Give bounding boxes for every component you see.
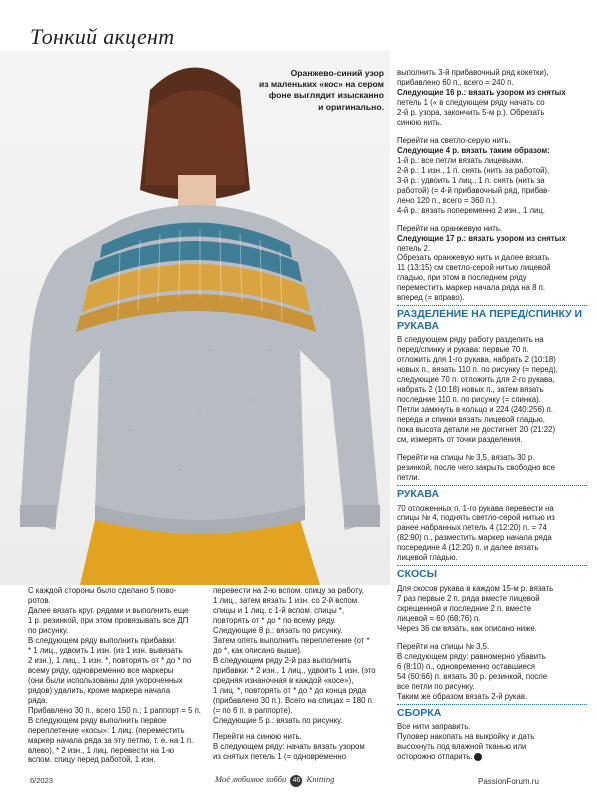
text-line: последние 110 п. по рисунку (= спинка). [397,395,541,405]
section-heading: СБОРКА [397,704,587,720]
text-line: лено 120 п., всего = 360 п.). [397,195,498,205]
text-line: Для скосов рукава в каждом 15-м р. вязать [397,583,554,593]
text-line: спицы № 4, поднять светло-серой нитью из [397,513,555,523]
sweater-illustration [0,50,390,585]
text-line: В следующем ряду 2-й раз выполнить [213,655,352,665]
text-line: до *, как описано выше). [213,645,302,655]
text-line: 7 раз первые 2 п. ряда вместе лицевой [397,593,540,603]
text-line: В следующем ряду: начать вязать узором [213,741,365,751]
text-line: всему ряду, одновременно все маркеры [28,665,174,675]
text-line [397,752,587,762]
text-line: набрать 2 (10:18) новых п., затем вязать [397,385,544,395]
section-heading: РУКАВА [397,485,587,501]
text-line: все петли по рисунку. [397,681,475,691]
text-line: Таким же образом вязать 2-й рукав. [397,691,528,701]
text-line: прибавлено 60 п., всего = 240 п. [397,77,514,87]
text-line: В следующем ряду выполнить первое [28,715,167,725]
text-line: прибавки: * 2 изн., 1 лиц., удвоить 1 изн. (это [213,665,376,675]
text-line: лицевой гладью. [397,553,458,563]
section-heading: СКОСЫ [397,565,587,581]
bottom-text-column-2 [213,586,388,761]
page-number: 46 [290,775,302,787]
text-line: 1 лиц., затем вязать 1 изн. со 2-й вспом. [213,595,360,605]
text-line: Перейти на спицы № 3,5, вязать 30 р. [397,453,535,463]
text-line: В следующем ряду работу разделить на [397,335,544,345]
brand-name: Knitting [306,774,335,784]
caption-line: из маленьких «кос» на сером [258,79,384,90]
text-line: выполнить 3-й прибавочный ряд кокетки), [397,68,549,77]
text-line: по рисунку. [28,625,69,635]
watermark: PassionForum.ru [478,777,539,786]
text-line: Через 36 см вязать, как описано ниже. [397,623,537,633]
text-line: повторять от * до * по всему ряду. [213,615,336,625]
caption-line: Оранжево-синий узор [290,68,384,78]
section-heading: РАЗДЕЛЕНИЕ НА ПЕРЕД/СПИНКУ И РУКАВА [397,305,587,332]
text-line: петель 2. [397,243,431,253]
sweater-photo [0,50,390,585]
text-line: (прибавлено 30 п.). Всего на спицах = 180 п. [213,695,374,705]
text-line: 3-й р.: удвоить 1 лиц., 1 п. снять (нить за [397,175,545,185]
text-line: Далее вязать круг. рядами и выполнить еще [28,605,189,615]
text-line: см, измерять от точки разделения. [397,435,523,445]
text-line: из снятых петель 1 (= одновременно [213,751,347,761]
text-span: осторожно отпарить. [397,751,473,761]
text-line: резинкой, после чего закрыть свободно все [397,463,555,473]
text-line: Перейти на оранжевую нить. [397,223,503,233]
text-line: средняя изнаночная в каждой «косе»), [213,675,354,685]
text-line: переместить маркер начала ряда на 8 п. [397,283,546,293]
text-line: посередине 4 (12:20) п. и далее вязать [397,543,539,553]
text-line: новых п., вязать 110 п. по рисунку (= перед), [397,365,558,375]
text-line: ротов. [28,595,51,605]
caption-line: фоне выглядит изысканно [268,90,384,101]
text-line: (= по 6 п. в раппорте). [213,705,293,715]
text-line: Все нити заправить. [397,722,471,732]
text-line: вперед (= вправо). [397,293,465,303]
text-line: скрещенной и последние 2 п. вместе [397,603,532,613]
text-line: высохнуть под влажной тканью или [397,742,527,752]
text-line: переплетение «косы»: 1 лиц. (переместить [28,725,185,735]
text-line: Перейти на светло-серую нить. [397,135,511,145]
text-line: ряда. [28,695,48,705]
text-line: * 1 лиц., удвоить 1 изн. (из 1 изн. вывязать [28,645,183,655]
text-line: Следующие 5 р.: вязать по рисунку. [213,715,343,725]
text-line: ранее набранных петель 4 (12:20) п. = 74 [397,523,547,533]
text-line: синюю нить. [397,117,442,127]
text-line: петли. [397,473,420,482]
magazine-name: Моё любимое хобби [215,774,287,784]
text-line: пока высота детали не достигнет 20 (21:22) [397,425,556,435]
text-line: Следующие 4 р. вязать таким образом: [397,145,550,155]
text-line: 2-й р. узора, закончить 5-м р.). Обрезать [397,107,545,117]
text-line: В следующем ряду: равномерно убавить [397,651,546,661]
text-line: Следующие 16 р.: вязать узором из снятых [397,87,566,97]
text-line: петель 1 (« в следующем ряду начать со [397,97,545,107]
text-line: 11 (13:15) см светло-серой нитью лицевой [397,263,551,273]
text-line: рядов) удалить, кроме маркера начала [28,685,171,695]
issue-number: 6/2023 [30,776,53,785]
text-line: Затем опять выполнить переплетение (от * [213,635,370,645]
text-line: 2-й р.: 1 изн., 1 п. снять (нить за работой), [397,165,550,175]
text-line: (82:90) п., разместить маркер начала ряда [397,533,552,543]
text-line: вспом. спицу перед работой, 1 изн. [28,755,156,765]
text-line: Перейти на спицы № 3,5. [397,641,490,651]
text-line: Обрезать оранжевую нить и далее вязать [397,253,550,263]
text-line: работой) (= 4-й прибавочный ряд, прибав- [397,185,550,195]
text-line: Следующие 8 р.: вязать по рисунку. [213,625,343,635]
text-line: перед/спинку и рукава: первые 70 п. [397,345,529,355]
text-line: следующие 70 п. отложить для 2-го рукава, [397,375,555,385]
text-line: лицевой = 60 (68:76) п. [397,613,481,623]
text-line: 70 отложенных п. 1-го рукава перевести на [397,503,554,513]
page-title: Тонкий акцент [30,24,175,49]
text-line: (они были использованы для укороченных [28,675,183,685]
text-line: влево), * 2 изн., 1 лиц. перевести на 1-ю [28,745,175,755]
text-line: маркер начала ряда за эту петлю, т. е. на 1 п. [28,735,194,745]
text-line: 4-й р.: вязать попеременно 2 изн., 1 лиц. [397,205,545,215]
text-line: 2 изн.), 1 лиц., 1 изн. *, повторять от * до * по [28,655,192,665]
text-line: Петли замкнуть в кольцо и 224 (240:256) п. [397,405,553,415]
text-line: С каждой стороны было сделано 5 пово- [28,586,177,595]
text-line: переда и спинки вязать лицевой гладью, [397,415,545,425]
text-line: Пуловер накопать на выкройку и дать [397,732,535,742]
magazine-footer [215,774,334,787]
text-line: 54 (60:66) п. вязать 30 р. резинкой, после [397,671,548,681]
text-line: 1-й р.: все петли вязать лицевыми. [397,155,524,165]
text-line: спицы и 1 лиц. с 1-й вспом. спицы *, [213,605,345,615]
caption-line: и оригинально. [318,101,384,112]
text-line: 1 р. резинкой, при этом провязывать все ДП [28,615,189,625]
text-line: 1 лиц. *, повторять от * до * до конца ряда [213,685,367,695]
text-line: гладью, при этом в последнем ряду [397,273,527,283]
text-line: Прибавлено 30 п., всего 150 п.; 1 раппорт = 5 п. [28,705,201,715]
end-of-article-icon [474,753,482,761]
bottom-text-column-1 [28,586,203,765]
text-line: 6 (8:10) п., одновременно оставшиеся [397,661,536,671]
photo-caption [252,68,384,113]
text-line: В следующем ряду выполнить прибавки: [28,635,177,645]
text-line: перевести на 2-ю вспом. спицу за работу, [213,586,364,595]
text-line: Следующие 17 р.: вязать узором из снятых [397,233,566,243]
text-line: Перейти на синюю нить. [213,731,302,741]
right-text-column [397,68,587,762]
text-line: отложить для 1-го рукава, набрать 2 (10:18) [397,355,556,365]
